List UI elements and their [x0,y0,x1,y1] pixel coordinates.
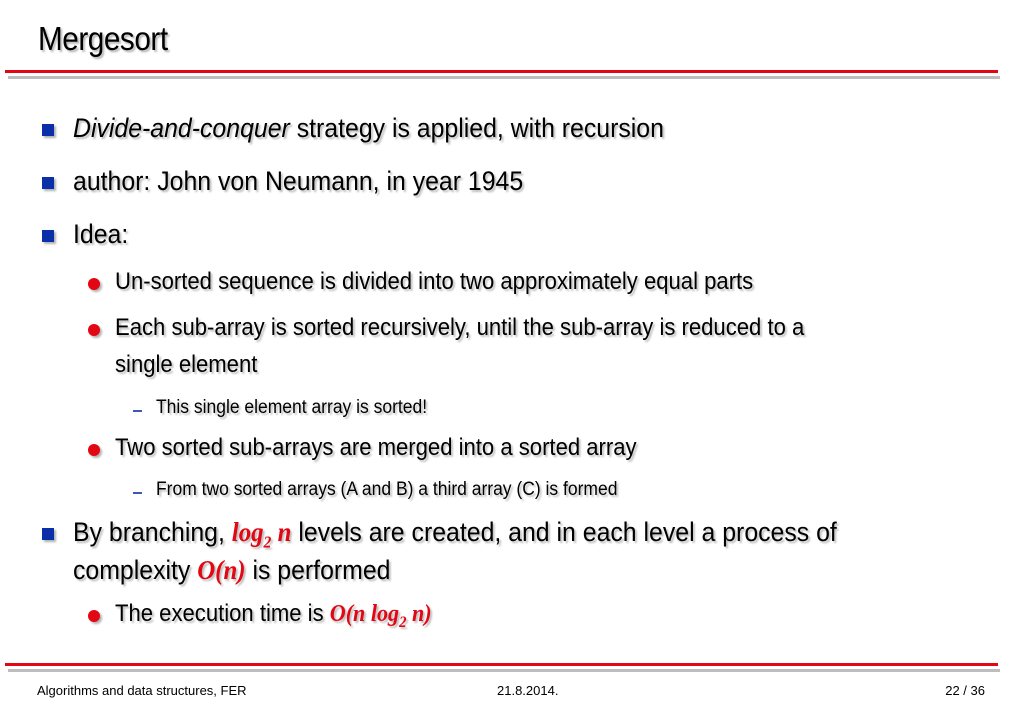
log-expression: $\log_2 n$ [231,517,292,552]
sub-sub-bullet-single-element: This single element array is sorted! [156,397,451,419]
bullet-idea: Idea: [73,219,133,250]
slide-title: Mergesort [38,20,168,57]
bullet-divide-and-conquer: Divide-and-conquer strategy is applied, with recursion [73,113,715,144]
footer-page-number: 22 / 36 [945,683,985,698]
round-bullet-icon [88,610,100,622]
title-rule-gray [8,76,1000,79]
footer-course: Algorithms and data structures, FER [37,683,247,698]
footer-rule-red [5,663,998,666]
dash-bullet-icon [133,410,142,412]
footer-rule-gray [8,669,1000,672]
execution-time-expression: O(n $\log_2 n$) [329,601,432,631]
bullet-branching-line2: complexity O(n) is performed [73,555,391,585]
sub-sub-bullet-third-array: From two sorted arrays (A and B) a third array (C) is formed [156,479,658,501]
square-bullet-icon [42,528,54,540]
footer-date: 21.8.2014. [497,683,559,698]
sub-bullet-execution-time: The execution time is O(n $\log_2 n$) [115,600,459,632]
square-bullet-icon [42,230,54,242]
title-rule-red [5,70,998,73]
bullet-author: author: John von Neumann, in year 1945 [73,166,562,197]
square-bullet-icon [42,124,54,136]
round-bullet-icon [88,324,100,336]
round-bullet-icon [88,278,100,290]
sub-bullet-divided: Un-sorted sequence is divided into two approximately equal parts [115,268,809,296]
italic-term: Divide-and-conquer [73,113,290,143]
sub-bullet-sorted-recursively: Each sub-array is sorted recursively, until the sub-array is reduced to a [115,314,864,342]
sub-bullet-merged: Two sorted sub-arrays are merged into a sorted array [115,434,682,462]
sub-bullet-sorted-recursively-line2: single element [115,351,258,378]
square-bullet-icon [42,177,54,189]
round-bullet-icon [88,444,100,456]
complexity-expression: O(n) [197,555,246,585]
bullet-branching: By branching, $\log_2 n$ levels are created, and in each level a process of [73,517,903,552]
dash-bullet-icon [133,492,142,494]
